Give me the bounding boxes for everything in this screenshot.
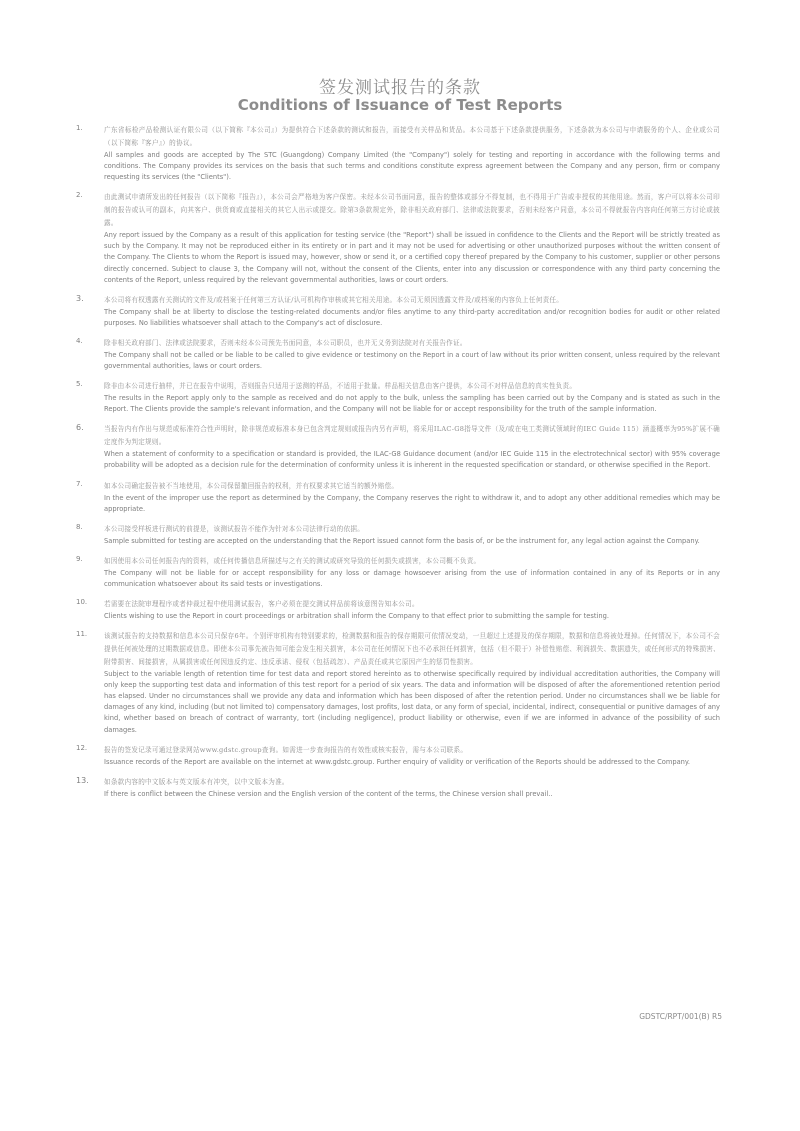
clause-3 bbox=[0, 294, 800, 329]
clause-text-en: If there is conflict between the Chinese version and the English version of the content of the terms, the Chinese version shall prevail.. bbox=[104, 789, 553, 798]
clause-text-en: Sample submitted for testing are accepted on the understanding that the Report issued cannot form the basis of, or be the instrument for, any legal action against the Company. bbox=[104, 536, 700, 545]
clause-number: 13. bbox=[76, 775, 89, 785]
clause-text-cn: 如条款内容的中文版本与英文版本有冲突，以中文版本为准。 bbox=[104, 777, 289, 786]
title-chinese: 签发测试报告的条款 bbox=[319, 78, 481, 98]
clause-number: 7. bbox=[76, 479, 83, 488]
clause-number: 6. bbox=[76, 423, 84, 433]
clause-12 bbox=[0, 744, 800, 768]
clause-text-cn: 该测试报告的支持数据和信息本公司只保存6年。个别评审机构有特别要求的，检测数据和报告的保存期限可依情况变动，一旦超过上述提及的保存期限，数据和信息将被处理掉。任何情况下，本公司不会提供任何被处理的过期数据或信息。即使本公司事先被告知可能会发生相关损害，本公司在任何情况下也不必承担任何损害，包括（但不限于）补偿性赔偿、利润损失、数据遗失，或任何形式的特殊损害、附带损害、间接损害，从属损害或任何因违反约定、违反承诺、侵权（包括疏忽）、产品责任或其它原因产生的惩罚性损害。 bbox=[104, 632, 720, 667]
clause-number: 4. bbox=[76, 336, 83, 345]
clause-text-en: Any report issued by the Company as a result of this application for testing service (the "Report") shall be issued in confidence to the Clients and the Report will be strictly treated as such by the Company. It may not be reproduced either in its entirety or in part and it may not be used for advertising or other unauthorized purposes without the written consent of the Company. The Clients to whom the Report is issued may, however, show or send it, or a certified copy thereof prepared by the Company to his customer, supplier or other persons directly concerned. Subject to clause 3, the Company will not, without the consent of the Clients, enter into any discussion or correspondence with any third party concerning the contents of the Report, unless required by the relevant governmental authorities, laws or court orders. bbox=[104, 231, 720, 284]
clause-8 bbox=[0, 523, 800, 547]
clause-number: 11. bbox=[76, 630, 88, 639]
clause-text-cn: 当报告内有作出与规范或标准符合性声明时，除非规范或标准本身已包含判定规则或报告内另有声明，将采用ILAC-G8指导文件（及/或在电工类测试领域时的IEC Guide 115）涵盖概率为95%扩展不确定度作为判定规则。 bbox=[104, 425, 720, 447]
clause-9 bbox=[0, 555, 800, 590]
clause-text-cn: 报告的签发记录可通过登录网站www.gdstc.group查询。如需进一步查询报告的有效性或核实报告，需与本公司联系。 bbox=[104, 745, 468, 754]
title-english: Conditions of Issuance of Test Reports bbox=[237, 96, 563, 114]
clause-text-en: The Company shall be at liberty to disclose the testing-related documents and/or files anytime to any third-party accreditation and/or recognition bodies for audit or other related purposes. No liabilities whatsoever shall attach to the Company's act of disclosure. bbox=[104, 307, 720, 327]
clause-10 bbox=[0, 598, 800, 622]
clause-number: 3. bbox=[76, 293, 84, 303]
clause-text-en: The results in the Report apply only to the sample as received and do not apply to the bulk, unless the sampling has been carried out by the Company and is stated as such in the Report. The Clients provide the sample's relevant information, and the Company will not be liable for or accept responsibility for the truth of the sample information. bbox=[104, 394, 720, 414]
clause-number: 10. bbox=[76, 597, 88, 606]
clause-7 bbox=[0, 480, 800, 515]
clause-6 bbox=[0, 423, 800, 471]
clause-11 bbox=[0, 630, 800, 736]
clause-text-cn: 除非相关政府部门、法律或法院要求，否则未经本公司预先书面同意，本公司职员，也并无义务到法院对有关报告作证。 bbox=[104, 338, 467, 347]
document-code: GDSTC/RPT/001(B) R5 bbox=[639, 1012, 722, 1021]
clause-text-cn: 广东省标检产品检测认证有限公司（以下简称『本公司』）为提供符合下述条款的测试和报告，而接受有关样品和货品。本公司基于下述条款提供服务，下述条款为本公司与申请服务的个人、企业或公司（以下简称『客户』）的协议。 bbox=[104, 126, 720, 147]
clause-number: 2. bbox=[76, 191, 83, 200]
clause-text-cn: 若需要在法院审理程序或者仲裁过程中使用测试报告，客户必须在提交测试样品前将该意图告知本公司。 bbox=[104, 599, 419, 608]
clause-text-cn: 由此测试申请所发出的任何报告（以下简称『报告』），本公司会严格地为客户保密。未经本公司书面同意，报告的整体或部分不得复制，也不得用于广告或非授权的其他用途。然而，客户可以将本公司印制的报告或认可的副本，向其客户、供货商或直接相关的其它人出示或提交。除第3条款规定外，除非相关政府部门、法律或法院要求，否则未经客户同意，本公司不得就报告内容向任何第三方讨论或披露。 bbox=[104, 193, 720, 228]
clause-text-cn: 本公司将有权透露有关测试的文件及/或档案于任何第三方认证/认可机构作审核或其它相关用途。本公司无须因透露文件及/或档案的内容负上任何责任。 bbox=[104, 295, 564, 304]
clause-5 bbox=[0, 380, 800, 415]
clause-number: 1. bbox=[76, 124, 83, 132]
clause-text-cn: 本公司接受样板进行测试的前提是，该测试报告不能作为针对本公司法律行动的依据。 bbox=[104, 524, 365, 533]
clause-text-en: When a statement of conformity to a specification or standard is provided, the ILAC-G8 Guidance document (and/or IEC Guide 115 in the electrotechnical sector) with 95% coverage probability will be adopted as a decision rule for the determination of conformity unless it is inherent in the requested specification or standard, or otherwise specified in the Report. bbox=[104, 450, 720, 470]
clause-4 bbox=[0, 337, 800, 372]
clause-text-cn: 除非由本公司进行抽样，并已在报告中说明，否则报告只适用于送测的样品，不适用于批量。样品相关信息由客户提供，本公司不对样品信息的真实性负责。 bbox=[104, 382, 577, 391]
clause-text-en: The Company will not be liable for or accept responsibility for any loss or damage howsoever arising from the use of information contained in any of its Reports or in any communication whatsoever about its said tests or investigations. bbox=[104, 568, 720, 588]
clause-number: 5. bbox=[76, 380, 83, 389]
clause-number: 8. bbox=[76, 522, 83, 531]
clause-text-cn: 如本公司确定报告被不当地使用，本公司保留撤回报告的权利，并有权要求其它适当的额外赔偿。 bbox=[104, 481, 399, 490]
clause-text-en: The Company shall not be called or be liable to be called to give evidence or testimony on the Report in a court of law without its prior written consent, unless required by the relevant governmental authorities, laws or court orders. bbox=[104, 350, 720, 371]
clause-13 bbox=[0, 776, 800, 800]
clause-text-en: All samples and goods are accepted by The STC (Guangdong) Company Limited (the "Company") solely for testing and reporting in accordance with the following terms and conditions. The Company provides its services on the basis that such terms and conditions constitute express agreement between the Company and any person, firm or company requesting its services (the "Clients"). bbox=[104, 151, 720, 182]
clause-text-en: Subject to the variable length of retention time for test data and report stored hereinto as to otherwise specifically required by individual accreditation authorities, the Company will only keep the supporting test data and information of this test report for a period of six years. The data and information will be disposed of after the aforementioned retention period has elapsed. Under no circumstances shall we provide any data and information which has been disposed of after the retention period. Under no circumstances shall we be liable for damages of any kind, including (but not limited to) compensatory damages, lost profits, lost data, or any form of special, incidental, indirect, consequential or punitive damages of any kind, whether based on breach of contract of warranty, tort (including negligence), product liability or otherwise, even if we are informed in advance of the possibility of such damages. bbox=[104, 670, 720, 734]
clause-text-cn: 如因使用本公司任何报告内的资料，或任何传播信息所描述与之有关的测试或研究导致的任何损失或损害，本公司概不负责。 bbox=[104, 556, 481, 565]
clause-1 bbox=[0, 124, 800, 183]
clauses-list bbox=[0, 124, 800, 808]
clause-text-en: In the event of the improper use the report as determined by the Company, the Company reserves the right to withdraw it, and to adopt any other additional remedies which may be appropriate. bbox=[104, 493, 720, 513]
clause-2 bbox=[0, 191, 800, 285]
clause-text-en: Issuance records of the Report are available on the internet at www.gdstc.group. Further enquiry of validity or verification of the Reports should be addressed to the Company. bbox=[104, 757, 691, 766]
clause-number: 12. bbox=[76, 743, 88, 752]
clause-text-en: Clients wishing to use the Report in court proceedings or arbitration shall inform the Company to that effect prior to submitting the sample for testing. bbox=[104, 611, 609, 620]
clause-number: 9. bbox=[76, 554, 83, 563]
